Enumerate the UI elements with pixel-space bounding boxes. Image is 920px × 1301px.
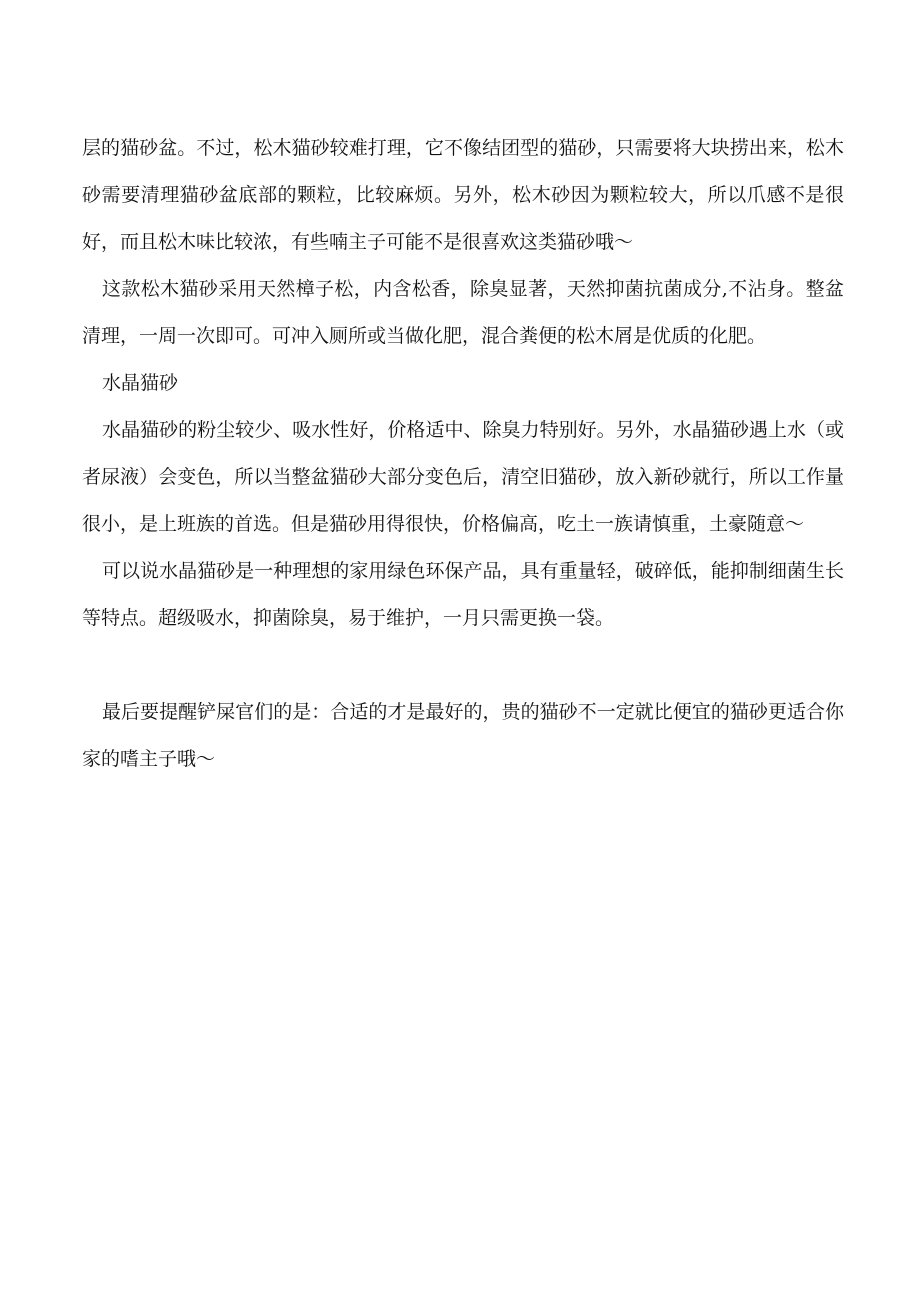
paragraph-final-reminder: 最后要提醒铲屎官们的是：合适的才是最好的，贵的猫砂不一定就比便宜的猫砂更适合你家的嗜主子哦～ [82, 701, 844, 770]
article-body [82, 125, 844, 783]
paragraph-spacer [82, 642, 844, 689]
paragraph-crystal-litter-product: 可以说水晶猫砂是一种理想的家用绿色环保产品，具有重量轻，破碎低，能抑制细菌生长等特点。超级吸水，抑菌除臭，易于维护，一月只需更换一袋。 [82, 560, 844, 629]
section-heading-crystal-litter: 水晶猫砂 [102, 372, 179, 394]
paragraph-pine-litter-product: 这款松木猫砂采用天然樟子松，内含松香，除臭显著，天然抑菌抗菌成分,不沾身。整盆清理，一周一次即可。可冲入厕所或当做化肥，混合粪便的松木屑是优质的化肥。 [82, 278, 844, 347]
paragraph-pine-litter-cons: 层的猫砂盆。不过，松木猫砂较难打理，它不像结团型的猫砂，只需要将大块捞出来，松木砂需要清理猫砂盆底部的颗粒，比较麻烦。另外，松木砂因为颗粒较大，所以爪感不是很好，而且松木味比较浓，有些喃主子可能不是很喜欢这类猫砂哦～ [82, 137, 844, 253]
paragraph-crystal-litter-pros-cons: 水晶猫砂的粉尘较少、吸水性好，价格适中、除臭力特别好。另外，水晶猫砂遇上水（或者尿液）会变色，所以当整盆猫砂大部分变色后，清空旧猫砂，放入新砂就行，所以工作量很小，是上班族的首选。但是猫砂用得很快，价格偏高，吃土一族请慎重，土豪随意～ [82, 419, 844, 535]
